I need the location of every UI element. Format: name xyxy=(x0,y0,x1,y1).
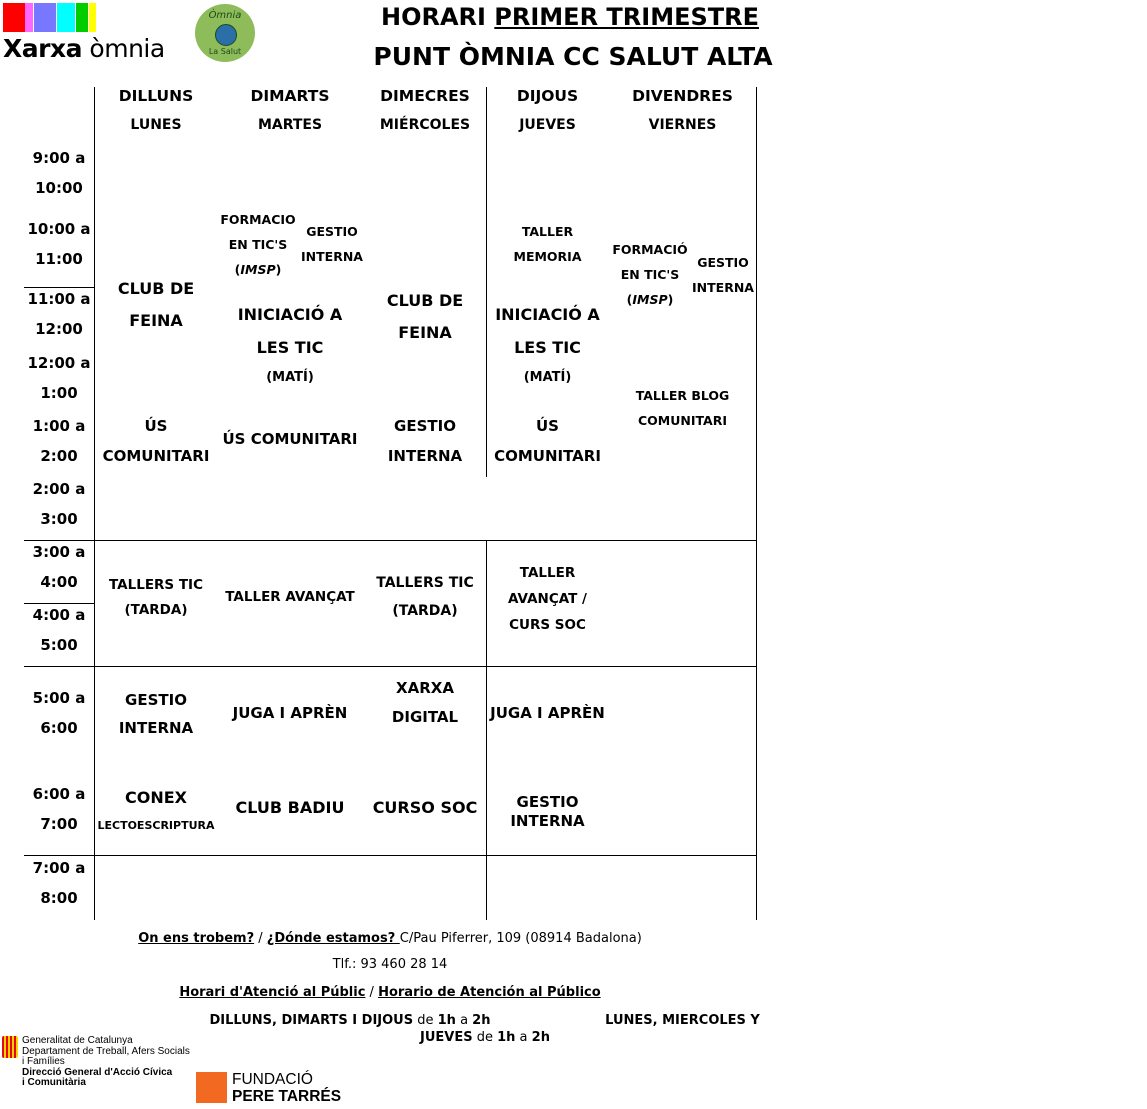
activity-mon-gestio-interna: GESTIO INTERNA xyxy=(118,691,194,737)
day-header-thursday: DIJOUS xyxy=(516,87,579,105)
activity-tue-us-comunitari: ÚS COMUNITARI xyxy=(222,430,358,448)
grid-line-mid xyxy=(486,87,487,477)
activity-fri-taller-blog: TALLER BLOG COMUNITARI xyxy=(635,388,730,428)
time-slot: 2:00 a 3:00 xyxy=(32,480,86,528)
grid-line-17h xyxy=(24,666,757,667)
activity-tue-club-badiu: CLUB BADIU xyxy=(235,798,345,817)
logo-bar-red xyxy=(3,3,27,32)
time-slot: 11:00 a 12:00 xyxy=(27,290,91,338)
location-label-ca: On ens trobem? xyxy=(138,931,255,946)
activity-fri-formacio: FORMACIÓ EN TIC'S (IMSP) xyxy=(612,242,688,307)
seal-line1: Òmnia xyxy=(208,10,242,21)
activity-mon-tallers-tic: TALLERS TIC (TARDA) xyxy=(109,577,203,618)
seal-line2: La Salut xyxy=(208,47,242,56)
time-slot: 10:00 a 11:00 xyxy=(27,220,91,268)
activity-wed-gestio-interna: GESTIO INTERNA xyxy=(387,417,463,465)
time-slot: 4:00 a 5:00 xyxy=(32,606,86,654)
logo-bar-cyan xyxy=(57,3,75,32)
day-header-wednesday: DIMECRES xyxy=(380,87,470,105)
opening-hours-title: Horari d'Atenció al Públic / Horario de Atención al Público xyxy=(179,985,601,1000)
activity-thu-juga-i-apren: JUGA I APRÈN xyxy=(490,704,605,722)
day-header-tuesday: DIMARTS xyxy=(250,87,330,105)
fundacio-square-icon xyxy=(196,1072,227,1103)
activity-mon-conex: CONEX LECTOESCRIPTURA xyxy=(97,788,215,832)
day-sub-friday: VIERNES xyxy=(648,117,717,133)
generalitat-logo xyxy=(2,1036,202,1096)
activity-tue-juga-i-apren: JUGA I APRÈN xyxy=(232,704,348,722)
logo-color-bars xyxy=(3,3,98,32)
activity-wed-club-de-feina: CLUB DE FEINA xyxy=(386,291,464,342)
activity-wed-xarxa-digital: XARXA DIGITAL xyxy=(391,679,459,726)
fundacio-text: FUNDACIÓ PERE TARRÉS xyxy=(232,1071,342,1105)
logo-text-light: òmnia xyxy=(81,34,165,63)
activity-tue-iniciacio-tic: INICIACIÓ A LES TIC (MATÍ) xyxy=(237,305,343,385)
hours-es-2: JUEVES de 1h a 2h xyxy=(420,1030,550,1045)
location-line: On ens trobem? / ¿Dónde estamos? C/Pau Piferrer, 109 (08914 Badalona) xyxy=(138,931,642,946)
day-sub-monday: LUNES xyxy=(130,117,182,133)
day-header-friday: DIVENDRES xyxy=(632,87,733,105)
generalitat-text: Generalitat de Catalunya Departament de Treball, Afers Socials i Famílies Direcció General d'Acció Cívica i Comunitària xyxy=(22,1035,190,1088)
activity-thu-us-comunitari: ÚS COMUNITARI xyxy=(494,417,601,465)
logo-bar-blue xyxy=(34,3,56,32)
title-prefix: HORARI xyxy=(380,3,495,31)
time-slot: 3:00 a 4:00 xyxy=(32,543,86,591)
time-slot: 5:00 a 6:00 xyxy=(32,689,86,737)
activity-mon-club-de-feina: CLUB DE FEINA xyxy=(117,279,195,330)
day-sub-thursday: JUEVES xyxy=(519,117,576,133)
activity-tue-gestio-interna: GESTIO INTERNA xyxy=(301,224,363,264)
xarxa-omnia-logo xyxy=(3,3,183,63)
logo-bar-yellow xyxy=(89,3,96,32)
day-sub-wednesday: MIÉRCOLES xyxy=(379,117,471,133)
logo-text xyxy=(3,34,165,64)
page-title-line1 xyxy=(330,2,810,32)
time-slot: 12:00 a 1:00 xyxy=(27,354,91,402)
grid-line-mid-lower xyxy=(486,541,487,920)
time-slot: 9:00 a 10:00 xyxy=(32,149,86,197)
logo-text-bold: Xarxa xyxy=(3,34,82,63)
time-slot: 6:00 a 7:00 xyxy=(32,785,86,833)
activity-thu-taller-memoria: TALLER MEMORIA xyxy=(513,224,582,264)
hours-ca: DILLUNS, DIMARTS I DIJOUS de 1h a 2h xyxy=(209,1013,491,1028)
activity-wed-tallers-tic: TALLERS TIC (TARDA) xyxy=(376,575,474,619)
activity-tue-taller-avancat: TALLER AVANÇAT xyxy=(225,589,355,605)
omnia-salut-seal xyxy=(195,4,255,62)
activity-thu-taller-avancat: TALLER AVANÇAT / CURS SOC xyxy=(508,565,587,633)
day-header-monday: DILLUNS xyxy=(118,87,194,105)
logo-bar-pink xyxy=(25,3,33,32)
logo-bar-green xyxy=(76,3,88,32)
phone: Tlf.: 93 460 28 14 xyxy=(332,957,448,972)
activity-tue-formacio: FORMACIO EN TIC'S (IMSP) xyxy=(220,212,296,277)
fundacio-pere-tarres-logo xyxy=(196,1072,376,1106)
globe-icon xyxy=(215,24,237,46)
grid-line-19h xyxy=(24,855,757,856)
activity-fri-gestio-interna: GESTIO INTERNA xyxy=(692,255,754,295)
activity-wed-curso-soc: CURSO SOC xyxy=(372,798,478,817)
activity-mon-us-comunitari: ÚS COMUNITARI xyxy=(102,417,210,465)
activity-thu-gestio-interna: GESTIO INTERNA xyxy=(510,793,585,830)
time-slot: 1:00 a 2:00 xyxy=(32,417,86,465)
time-slot: 7:00 a 8:00 xyxy=(32,859,86,907)
day-sub-tuesday: MARTES xyxy=(257,117,323,133)
address: C/Pau Piferrer, 109 (08914 Badalona) xyxy=(399,931,642,946)
title-underlined: PRIMER TRIMESTRE xyxy=(494,3,759,31)
grid-line-15h xyxy=(24,540,757,541)
senyera-icon xyxy=(2,1036,18,1058)
hours-es-1: LUNES, MIERCOLES Y xyxy=(605,1013,760,1028)
grid-line-right xyxy=(756,87,757,920)
grid-line-left xyxy=(94,87,95,920)
page-title-line2: PUNT ÒMNIA CC SALUT ALTA xyxy=(373,42,773,71)
activity-thu-iniciacio-tic: INICIACIÓ A LES TIC (MATÍ) xyxy=(495,305,600,385)
location-label-es: ¿Dónde estamos? xyxy=(266,931,400,946)
